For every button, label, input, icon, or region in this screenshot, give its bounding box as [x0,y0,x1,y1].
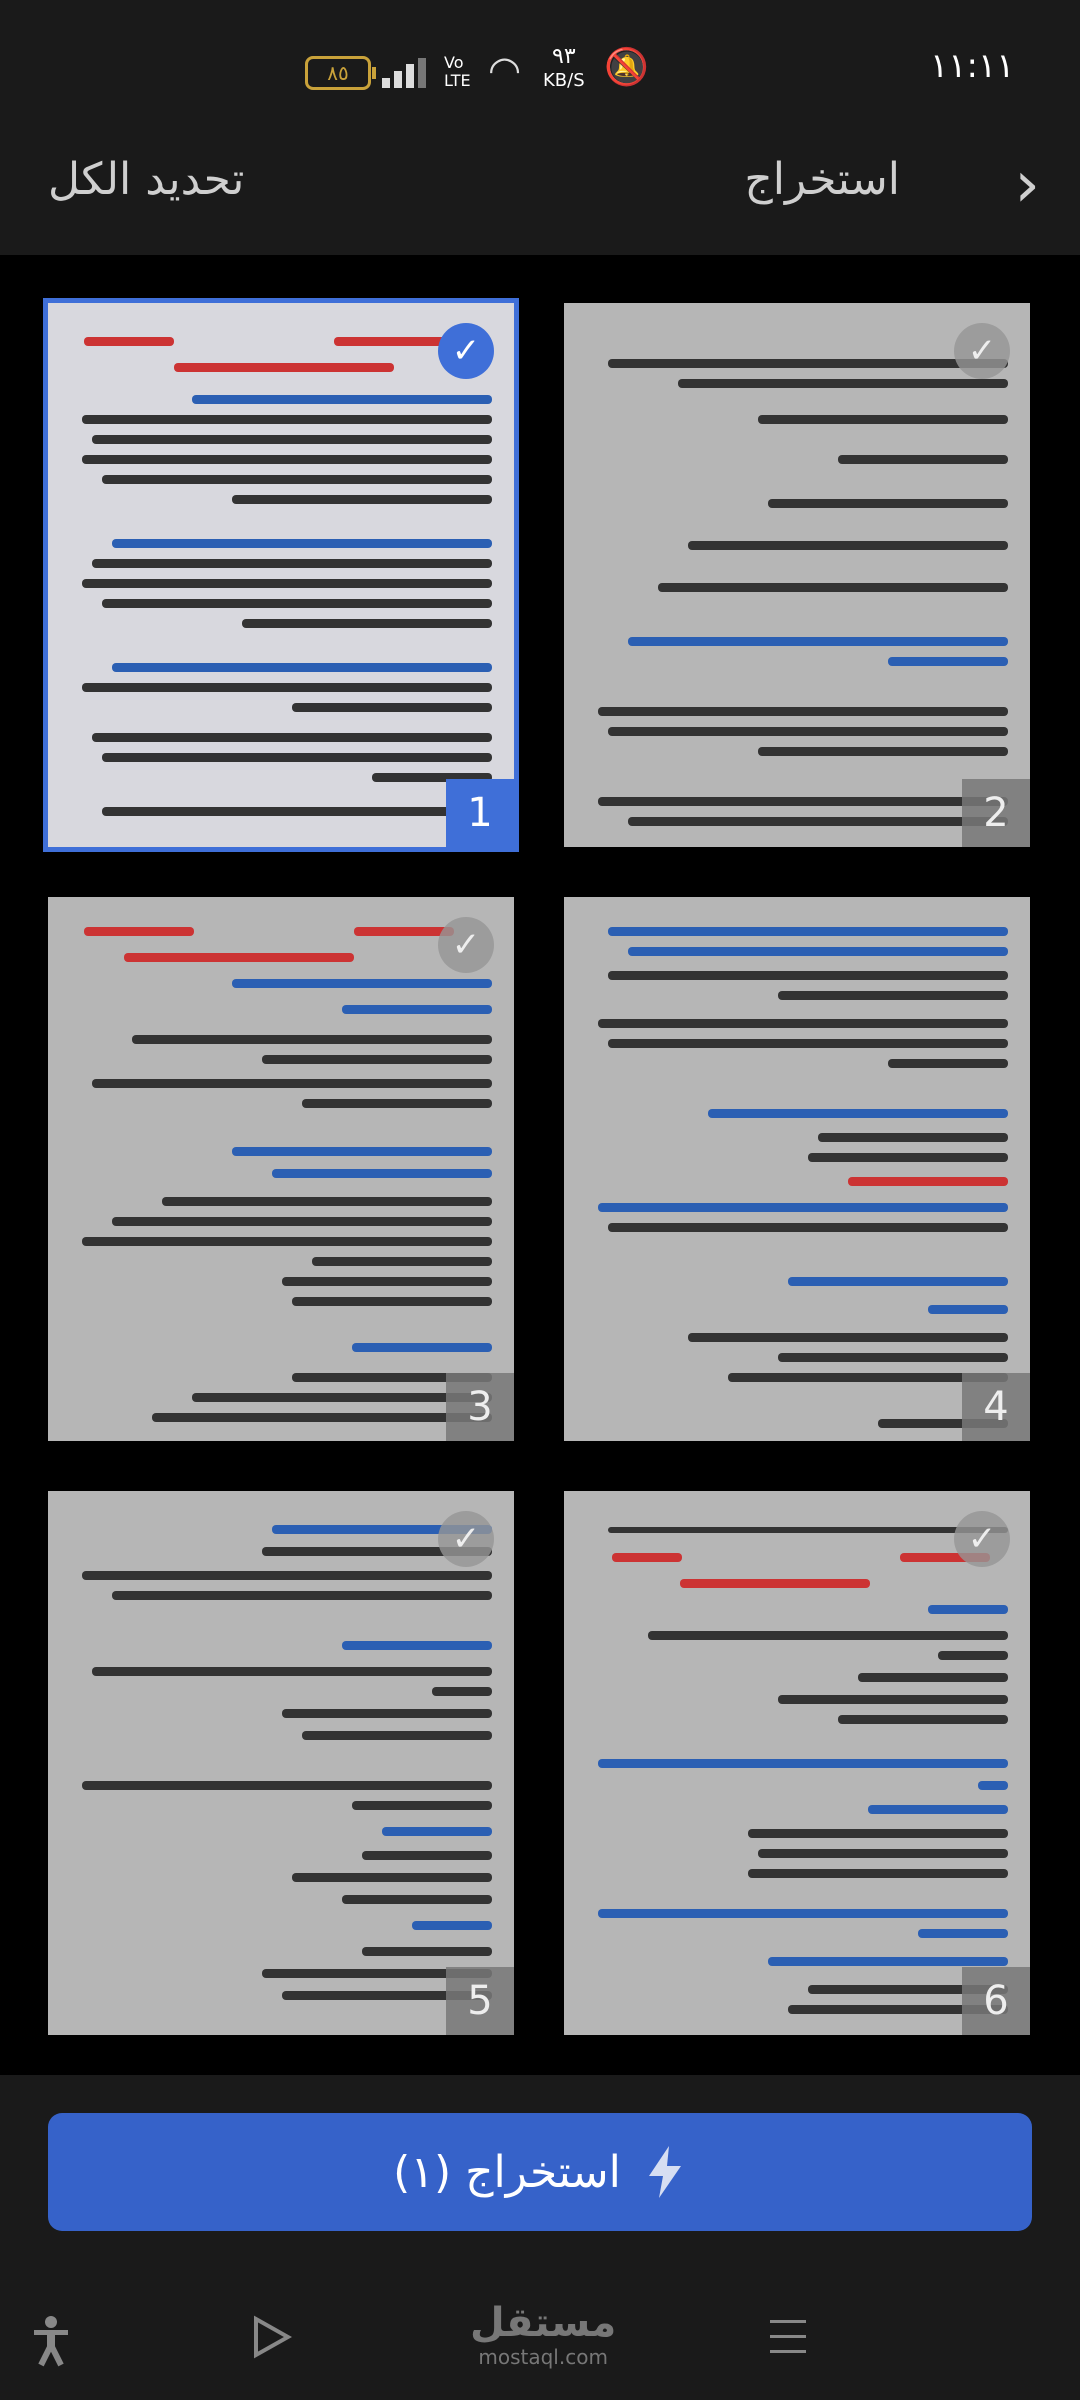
play-icon[interactable] [252,2315,292,2370]
unselected-check-icon[interactable]: ✓ [954,1511,1010,1567]
navigation-bar [0,2285,1080,2400]
page-thumbnail-1[interactable] [48,303,514,847]
unselected-check-icon[interactable]: ✓ [954,323,1010,379]
network-type: Vo LTE [444,53,471,90]
page-thumbnail-3[interactable] [48,897,514,1441]
battery-level: ٨٥ [327,61,349,85]
wifi-icon: ◠ [488,48,522,92]
status-bar [0,0,1080,140]
page-thumbnail-5[interactable] [48,1491,514,2035]
extract-button-label: استخراج (١) [393,2146,621,2198]
bottom-panel [0,2075,1080,2285]
page-thumbnail-6[interactable] [564,1491,1030,2035]
page-number-badge: 5 [446,1967,514,2035]
page-number-badge: 1 [446,779,514,847]
lightning-icon [643,2144,687,2200]
network-speed-value: ٩٣ [552,44,576,69]
page-thumbnail-2[interactable] [564,303,1030,847]
page-thumbnails-grid [0,255,1080,2075]
header [0,140,1080,255]
page-title: استخراج [744,154,900,205]
network-speed-unit: KB/S [543,70,585,91]
select-all-button[interactable]: تحديد الكل [48,154,245,205]
page-number-badge: 4 [962,1373,1030,1441]
unselected-check-icon[interactable]: ✓ [438,917,494,973]
selected-check-icon[interactable]: ✓ [438,323,494,379]
page-number-badge: 6 [962,1967,1030,2035]
watermark-sub: mostaql.com [478,2345,608,2369]
page-number-badge: 2 [962,779,1030,847]
menu-icon[interactable] [768,2315,808,2369]
unselected-check-icon[interactable]: ✓ [438,1511,494,1567]
watermark-main: مستقل [470,2300,617,2346]
watermark [470,2301,616,2369]
page-number-badge: 3 [446,1373,514,1441]
mute-icon: 🔕 [604,47,649,88]
chevron-right-icon[interactable]: › [1014,148,1040,222]
clock: ١١:١١ [930,46,1015,86]
signal-icon [382,58,428,88]
battery-icon [305,56,371,90]
page-thumbnail-4[interactable] [564,897,1030,1441]
extract-button[interactable] [48,2113,1032,2231]
accessibility-icon[interactable] [30,2315,72,2378]
